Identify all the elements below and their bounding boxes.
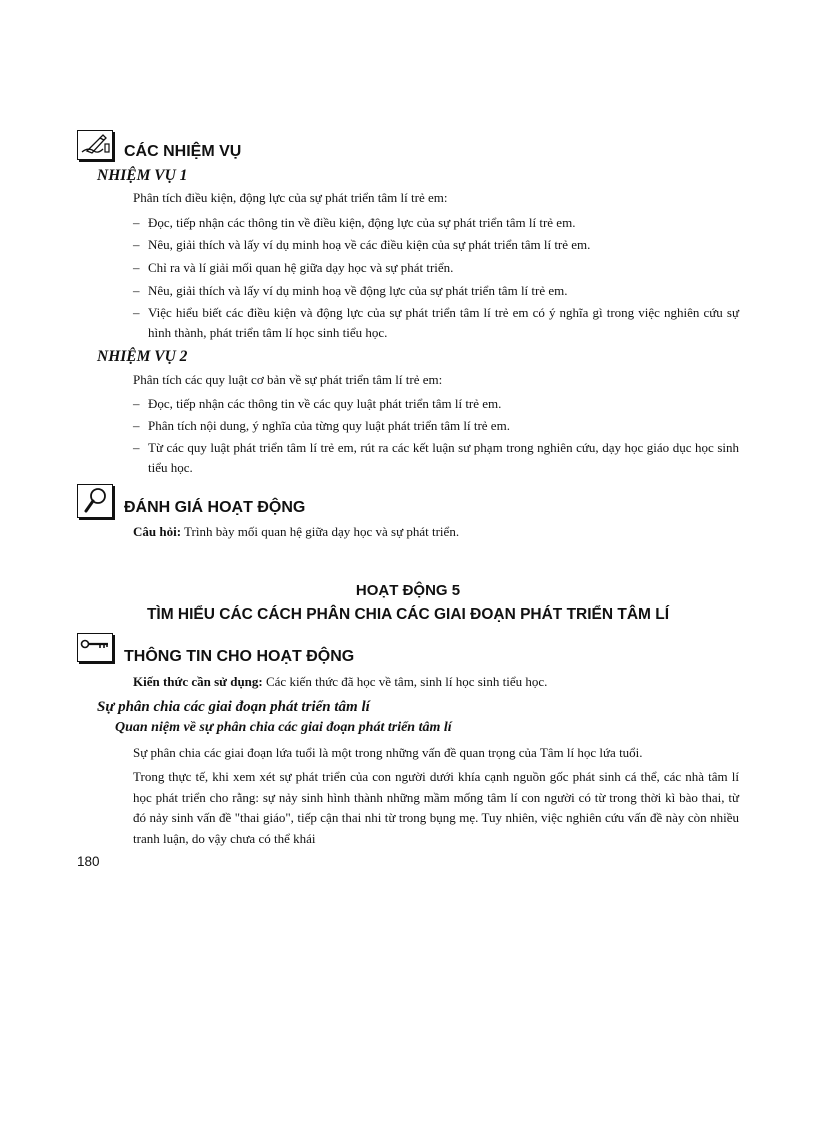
paragraph-2: Trong thực tế, khi xem xét sự phát triển của con người dưới khía cạnh nguồn gốc phát sinh cá thể, các nhà tâm lí học phát triển cho rằng: sự nảy sinh hình thành những mầm mống tâm lí con người có từ trong thời kì bào thai, từ đó nảy sinh vấn đề "thai giáo", tiếp cận thai nhi từ trong bụng mẹ. Tuy nhiên, việc nghiên cứu vấn đề này còn nhiều tranh luận, do vậy chưa có thể khái (133, 769, 739, 846)
list-item: – Chỉ ra và lí giải mối quan hệ giữa dạy học và sự phát triển. (133, 260, 454, 275)
subheading-concept: Quan niệm về sự phân chia các giai đoạn phát triển tâm lí (115, 720, 452, 735)
list-item: – Đọc, tiếp nhận các thông tin về các quy luật phát triển tâm lí trẻ em. (133, 396, 502, 411)
section-heading-info: THÔNG TIN CHO HOẠT ĐỘNG (124, 648, 355, 665)
knowledge-required (133, 674, 547, 690)
question-label: Câu hỏi: (133, 524, 182, 539)
activity-title: TÌM HIỂU CÁC CÁCH PHÂN CHIA CÁC GIAI ĐOẠN PHÁT TRIỂN TÂM LÍ (146, 606, 670, 623)
question-text: Trình bày mối quan hệ giữa dạy học và sự phát triển. (181, 524, 460, 539)
page-number: 180 (77, 854, 100, 869)
list-item: – Nêu, giải thích và lấy ví dụ minh hoạ về các điều kiện của sự phát triển tâm lí trẻ em. (133, 237, 591, 252)
evaluation-question (133, 524, 459, 540)
task-2-title: NHIỆM VỤ 2 (97, 348, 188, 365)
knowledge-text: Các kiến thức đã học về tâm, sinh lí học sinh tiểu học. (262, 674, 548, 689)
list-item: – Nêu, giải thích và lấy ví dụ minh hoạ về động lực của sự phát triển tâm lí trẻ em. (133, 283, 568, 298)
subheading-division: Sự phân chia các giai đoạn phát triển tâm lí (97, 699, 370, 715)
magnifier-icon (77, 484, 113, 518)
list-item: – Việc hiểu biết các điều kiện và động lực của sự phát triển tâm lí trẻ em có ý nghĩa gì trong việc nghiên cứu sự hình thành, phát triển tâm lí học sinh tiểu học. (133, 305, 739, 340)
list-item: – Từ các quy luật phát triển tâm lí trẻ em, rút ra các kết luận sư phạm trong nghiên cứu, dạy học giáo dục học sinh tiểu học. (133, 440, 739, 475)
activity-number: HOẠT ĐỘNG 5 (355, 582, 461, 599)
task-1-title: NHIỆM VỤ 1 (97, 167, 188, 184)
list-item: – Phân tích nội dung, ý nghĩa của từng quy luật phát triển tâm lí trẻ em. (133, 418, 510, 433)
task-2-intro: Phân tích các quy luật cơ bản về sự phát triển tâm lí trẻ em: (133, 372, 443, 387)
list-item: – Đọc, tiếp nhận các thông tin về điều kiện, động lực của sự phát triển tâm lí trẻ em. (133, 215, 576, 230)
key-icon (77, 633, 113, 662)
section-heading-evaluation: ĐÁNH GIÁ HOẠT ĐỘNG (124, 499, 306, 516)
paragraph-1: Sự phân chia các giai đoạn lứa tuổi là một trong những vấn đề quan trọng của Tâm lí học lứa tuổi. (133, 745, 643, 760)
knowledge-label: Kiến thức cần sử dụng: (133, 674, 263, 689)
section-heading-tasks: CÁC NHIỆM VỤ (124, 143, 242, 160)
writing-hand-icon (77, 130, 113, 160)
task-1-intro: Phân tích điều kiện, động lực của sự phát triển tâm lí trẻ em: (133, 190, 448, 205)
